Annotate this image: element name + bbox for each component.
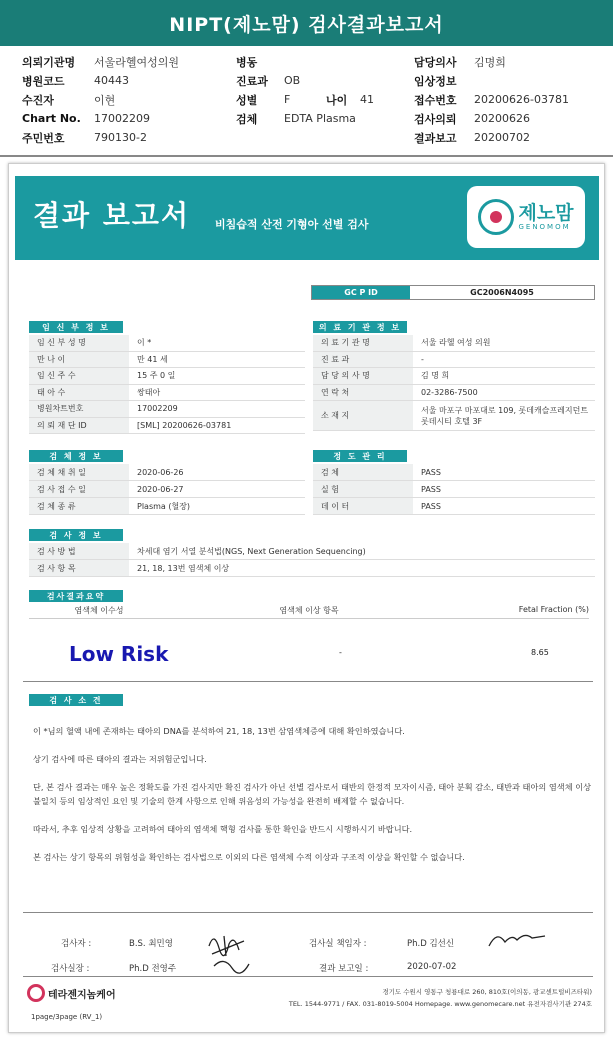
table-row xyxy=(313,481,595,498)
table-key: 담 당 의 사 명 xyxy=(313,368,413,384)
table-value: PASS xyxy=(421,467,441,477)
logo-text: 제노맘 xyxy=(518,201,574,224)
report-banner xyxy=(15,176,599,260)
section-summary: 검사결과요약 xyxy=(29,590,123,602)
opinion-paragraph: 본 검사는 상기 항목의 위험성을 확인하는 검사법으로 이외의 다른 염색체 수적 이상과 구조적 이상을 확인할 수 없습니다. xyxy=(33,852,465,862)
table-key: 의 뢰 재 단 ID xyxy=(29,418,129,434)
table-key: 임 신 주 수 xyxy=(29,368,129,384)
table-value: 쌍태아 xyxy=(137,387,161,397)
head-label: 검사실장 : xyxy=(51,964,90,974)
page-number: 1page/3page (RV_1) xyxy=(31,1013,103,1021)
table-value: PASS xyxy=(421,501,441,511)
header-value: 790130-2 xyxy=(94,131,147,144)
pregnant-table xyxy=(29,335,305,434)
table-value: 서울 라헬 여성 의원 xyxy=(421,338,491,348)
table-value: - xyxy=(421,354,424,364)
table-row xyxy=(29,418,305,435)
table-key: 검 체 채 취 일 xyxy=(29,464,129,480)
header-key: 결과보고 xyxy=(414,131,457,145)
header-key: 성별 xyxy=(236,93,258,107)
table-row xyxy=(29,368,305,385)
opinion-paragraph: 이 *님의 혈액 내에 존재하는 태아의 DNA를 분석하여 21, 18, 13번 삼염색체증에 대해 확인하였습니다. xyxy=(33,726,405,736)
risk-result: Low Risk xyxy=(69,642,169,666)
table-value: 차세대 염기 서열 분석법(NGS, Next Generation Sequencing) xyxy=(137,546,366,556)
table-key: 태 아 수 xyxy=(29,385,129,401)
header-value: 40443 xyxy=(94,74,129,87)
table-row xyxy=(313,335,595,352)
table-value: 21, 18, 13번 염색체 이상 xyxy=(137,563,230,573)
table-key: 검 사 접 수 일 xyxy=(29,481,129,497)
section-institution: 의 료 기 관 정 보 xyxy=(313,321,407,333)
address-line-1: 경기도 수원시 영통구 청룡대로 260, 810호(이의동, 광교센트럴비즈타워) xyxy=(382,988,592,996)
header-key: 병원코드 xyxy=(22,74,65,88)
table-row xyxy=(29,401,305,418)
table-key: 소 재 지 xyxy=(313,401,413,430)
company-g-icon xyxy=(27,984,45,1002)
report-document xyxy=(8,163,605,1033)
section-opinion: 검 사 소 견 xyxy=(29,694,123,706)
table-row xyxy=(313,401,595,431)
table-key: 임 신 부 성 명 xyxy=(29,335,129,351)
section-specimen: 검 체 정 보 xyxy=(29,450,123,462)
table-row xyxy=(29,498,305,515)
header-value: 이현 xyxy=(94,93,116,107)
address-line-2: TEL. 1544-9771 / FAX. 031-8019-5004 Homepage. www.genomecare.net 유전자검사기관 274호 xyxy=(288,1000,592,1008)
tester-label: 검사자 : xyxy=(61,939,92,949)
header-value: 김명희 xyxy=(474,55,506,69)
logo-subtext: GENOMOM xyxy=(518,222,571,231)
header-value: 20200702 xyxy=(474,131,530,144)
header-key: 임상정보 xyxy=(414,74,457,88)
age-label: 나이 xyxy=(326,93,348,107)
qc-table xyxy=(313,464,595,515)
header-value: 20200626 xyxy=(474,112,530,125)
fetal-fraction: 8.65 xyxy=(531,648,549,657)
table-key: 검 사 항 목 xyxy=(29,560,129,576)
table-row xyxy=(29,464,305,481)
header-row xyxy=(22,109,602,128)
mother-baby-icon xyxy=(478,199,514,235)
table-row xyxy=(29,385,305,402)
section-test: 검 사 정 보 xyxy=(29,529,123,541)
header-row xyxy=(22,90,602,109)
table-row xyxy=(29,335,305,352)
table-row xyxy=(29,352,305,369)
genomom-logo xyxy=(467,186,585,248)
header-key: 의뢰기관명 xyxy=(22,55,76,69)
table-key: 검 체 종 류 xyxy=(29,498,129,514)
header-row xyxy=(22,71,602,90)
header-value: EDTA Plasma xyxy=(284,112,356,125)
table-value: 2020-06-26 xyxy=(137,467,184,477)
head-name: Ph.D 전영주 xyxy=(129,964,177,974)
opinion-paragraph: 따라서, 추후 임상적 상황을 고려하여 태아의 염색체 핵형 검사를 통한 확인을 반드시 시행하시기 바랍니다. xyxy=(33,824,413,834)
gcp-id-value: GC2006N4095 xyxy=(470,288,534,297)
table-key: 검 사 방 법 xyxy=(29,543,129,559)
table-value: PASS xyxy=(421,484,441,494)
table-row xyxy=(313,498,595,515)
table-row xyxy=(313,352,595,369)
table-key: 의 료 기 관 명 xyxy=(313,335,413,351)
gcp-id-label: GC P ID xyxy=(312,286,410,299)
table-value: 김 명 희 xyxy=(421,371,450,381)
table-value: 이 * xyxy=(137,338,152,348)
test-table xyxy=(29,543,595,577)
table-key: 검 체 xyxy=(313,464,413,480)
header-value: OB xyxy=(284,74,301,87)
summary-item: - xyxy=(339,648,342,657)
age-value: 41 xyxy=(360,93,374,106)
table-row xyxy=(29,543,595,560)
table-value: 15 주 0 일 xyxy=(137,371,176,381)
header-value: 20200626-03781 xyxy=(474,93,569,106)
header-key: Chart No. xyxy=(22,112,81,125)
header-key: 접수번호 xyxy=(414,93,457,107)
table-key: 만 나 이 xyxy=(29,352,129,368)
table-value: 서울 마포구 마포대로 109, 롯데캐슬프레지던트 롯데시티 호텔 3F xyxy=(421,405,589,426)
opinion-text xyxy=(33,724,593,878)
table-value: 만 41 세 xyxy=(137,354,168,364)
report-date: 2020-07-02 xyxy=(407,962,457,972)
table-row xyxy=(313,368,595,385)
header-row xyxy=(22,128,602,147)
tester-name: B.S. 최민영 xyxy=(129,939,173,949)
specimen-table xyxy=(29,464,305,515)
table-row xyxy=(313,385,595,402)
institution-table xyxy=(313,335,595,431)
sig-divider-top xyxy=(23,912,593,913)
signature-chief xyxy=(487,928,547,950)
summary-divider xyxy=(23,681,593,682)
table-row xyxy=(29,481,305,498)
section-qc: 정 도 관 리 xyxy=(313,450,407,462)
header-key: 검사의뢰 xyxy=(414,112,457,126)
table-key: 연 락 처 xyxy=(313,385,413,401)
gcp-id-box xyxy=(311,285,595,300)
header-key: 병동 xyxy=(236,55,258,69)
header-key: 진료과 xyxy=(236,74,268,88)
chief-name: Ph.D 김선신 xyxy=(407,939,455,949)
patient-header xyxy=(22,52,602,147)
summary-h2: 염색체 이상 항목 xyxy=(279,606,339,615)
header-key: 수진자 xyxy=(22,93,54,107)
header-key: 검체 xyxy=(236,112,258,126)
banner-subtitle: 비침습적 산전 기형아 선별 검사 xyxy=(215,218,369,231)
report-title: NIPT(제노맘) 검사결과보고서 xyxy=(0,0,613,46)
sig-divider-bottom xyxy=(23,976,593,977)
company-logo xyxy=(27,984,116,1002)
company-name: 테라젠지놈케어 xyxy=(48,989,116,1001)
summary-h3: Fetal Fraction (%) xyxy=(518,605,589,614)
table-row xyxy=(313,464,595,481)
opinion-paragraph: 단, 본 검사 결과는 매우 높은 정확도를 가진 검사지만 확진 검사가 아닌 선별 검사로서 태반의 한정적 모자이시즘, 태아 분획 감소, 태반과 태아의 염색체 이상 불일치 등의 임상적인 요인 및 기술의 한계 사항으로 인해 위음성의 가능성을 완전히 배제할 수 없습니다. xyxy=(33,782,592,806)
table-key: 데 이 터 xyxy=(313,498,413,514)
header-divider xyxy=(0,155,613,157)
header-value: 17002209 xyxy=(94,112,150,125)
summary-header xyxy=(29,605,589,619)
table-value: Plasma (혈장) xyxy=(137,501,191,511)
section-pregnant: 임 신 부 정 보 xyxy=(29,321,123,333)
summary-h1: 염색체 이수성 xyxy=(74,606,124,615)
header-value: F xyxy=(284,93,291,106)
date-label: 결과 보고일 : xyxy=(319,964,369,974)
chief-label: 검사실 책임자 : xyxy=(309,939,367,949)
header-row xyxy=(22,52,602,71)
table-key: 진 료 과 xyxy=(313,352,413,368)
opinion-paragraph: 상기 검사에 따른 태아의 결과는 저위험군입니다. xyxy=(33,754,207,764)
table-value: 02-3286-7500 xyxy=(421,387,478,397)
banner-title: 결과 보고서 xyxy=(33,199,190,232)
table-value: [SML] 20200626-03781 xyxy=(137,420,232,430)
header-key: 주민번호 xyxy=(22,131,65,145)
table-value: 17002209 xyxy=(137,404,178,414)
company-address xyxy=(289,986,592,1010)
header-key: 담당의사 xyxy=(414,55,457,69)
table-row xyxy=(29,560,595,577)
signature-tester xyxy=(204,926,254,976)
table-key: 실 험 xyxy=(313,481,413,497)
table-value: 2020-06-27 xyxy=(137,484,184,494)
table-key: 병원차트번호 xyxy=(29,401,129,417)
header-value: 서울라헬여성의원 xyxy=(94,55,180,69)
